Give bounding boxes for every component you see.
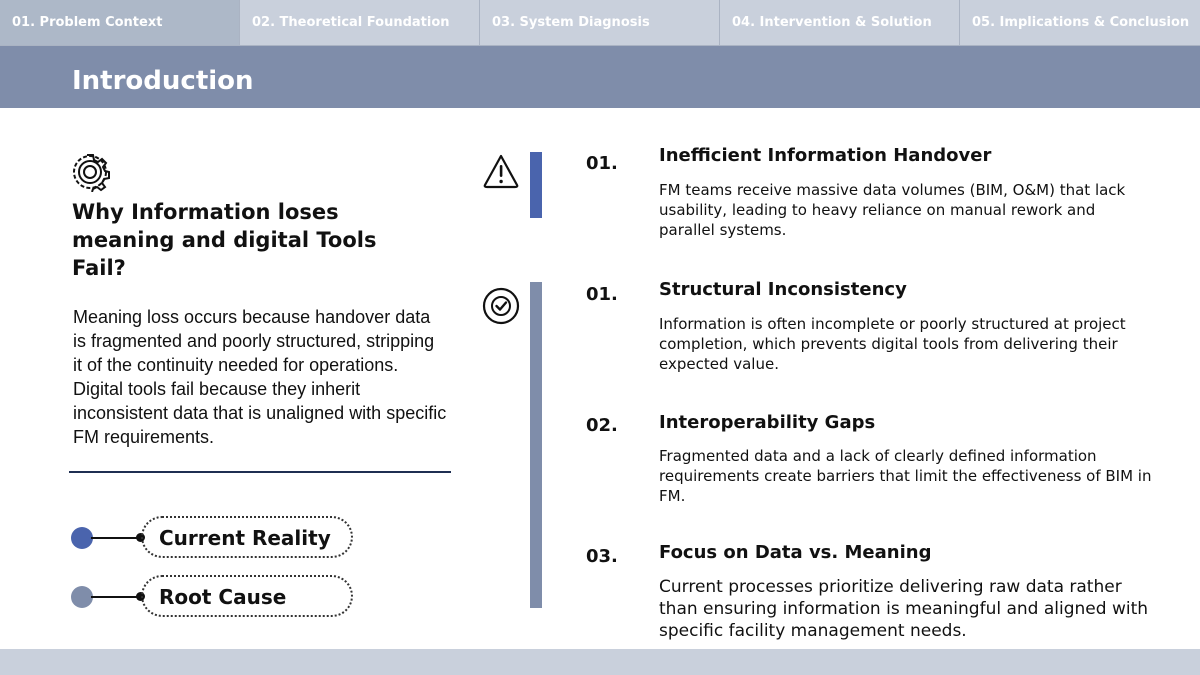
item-number: 03. <box>586 546 618 567</box>
tab-implications-conclusion[interactable]: 05. Implications & Conclusion <box>960 0 1200 46</box>
item-description: Fragmented data and a lack of clearly defined information requirements create barriers that limit the effectiveness of BIM in FM. <box>659 447 1152 505</box>
root-cause-bar <box>530 282 542 608</box>
tab-problem-context[interactable]: 01. Problem Context <box>0 0 240 46</box>
item-number: 01. <box>586 153 618 174</box>
question-explanation: Meaning loss occurs because handover data is fragmented and poorly structured, stripping it of the continuity needed for operations. Digital tools fail because they inherit inconsistent data that is unaligned with specific FM requirements. <box>73 307 447 447</box>
legend-connector <box>91 537 141 539</box>
section-divider <box>69 471 451 473</box>
warning-icon <box>482 153 520 189</box>
legend-dot-root-cause <box>71 586 93 608</box>
legend-label-current-reality: Current Reality <box>159 526 331 550</box>
question-heading: Why Information loses meaning and digital Tools Fail? <box>72 200 377 280</box>
item-description: FM teams receive massive data volumes (BIM, O&M) that lack usability, leading to heavy reliance on manual rework and parallel systems. <box>659 181 1126 239</box>
current-reality-bar <box>530 152 542 218</box>
item-description: Current processes prioritize delivering raw data rather than ensuring information is meaningful and aligned with specific facility management needs. <box>659 577 1149 641</box>
tab-system-diagnosis[interactable]: 03. System Diagnosis <box>480 0 720 46</box>
legend-connector <box>91 596 141 598</box>
item-title: Interoperability Gaps <box>659 412 876 433</box>
item-title: Focus on Data vs. Meaning <box>659 542 932 563</box>
item-number: 02. <box>586 415 618 436</box>
item-number: 01. <box>586 284 618 305</box>
tab-intervention-solution[interactable]: 04. Intervention & Solution <box>720 0 960 46</box>
footer-bar <box>0 649 1200 675</box>
tab-theoretical-foundation[interactable]: 02. Theoretical Foundation <box>240 0 480 46</box>
gear-icon <box>70 152 110 192</box>
item-description: Information is often incomplete or poorly structured at project completion, which prevents digital tools from delivering their expected value. <box>659 315 1126 373</box>
check-circle-icon <box>482 287 520 325</box>
section-tabs <box>0 0 1200 46</box>
title-banner <box>0 46 1200 108</box>
item-title: Inefficient Information Handover <box>659 145 992 166</box>
legend-dot-current-reality <box>71 527 93 549</box>
item-title: Structural Inconsistency <box>659 279 907 300</box>
page-title: Introduction <box>72 66 254 96</box>
legend-label-root-cause: Root Cause <box>159 585 287 609</box>
